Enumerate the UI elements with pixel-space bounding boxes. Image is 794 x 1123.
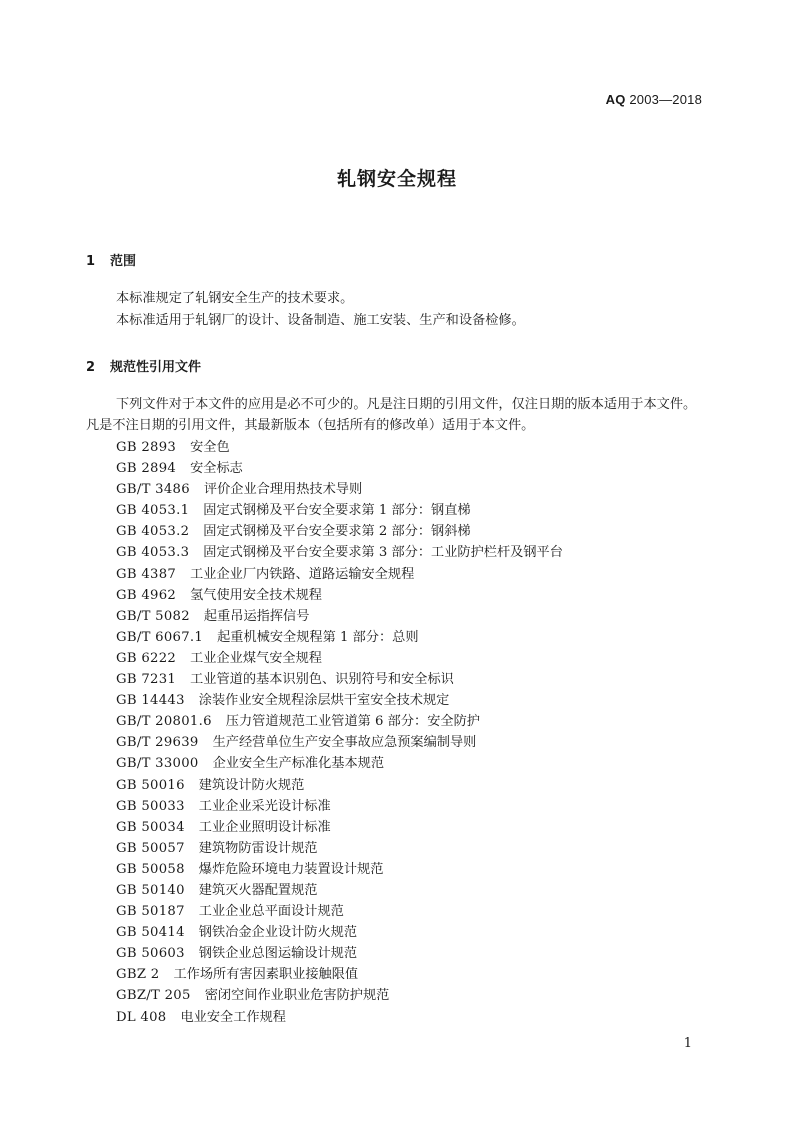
reference-title: 钢铁冶金企业设计防火规范 bbox=[198, 925, 358, 941]
reference-title: 建筑灭火器配置规范 bbox=[198, 882, 318, 898]
reference-item bbox=[116, 796, 563, 817]
section-heading-normative-references bbox=[86, 356, 201, 375]
reference-title: 安全标志 bbox=[190, 461, 243, 477]
reference-item bbox=[116, 732, 563, 753]
section-title: 范围 bbox=[110, 254, 137, 269]
reference-title: 起重机械安全规程第 1 部分：总则 bbox=[217, 629, 419, 645]
reference-title: 评价企业合理用热技术导则 bbox=[203, 482, 363, 498]
reference-code: DL 408 bbox=[116, 1009, 167, 1025]
reference-item bbox=[116, 985, 563, 1006]
reference-code: GBZ/T 205 bbox=[116, 988, 191, 1004]
reference-code: GB 4053.2 bbox=[116, 524, 190, 540]
standard-code bbox=[606, 92, 702, 107]
reference-code: GB 50140 bbox=[116, 882, 185, 898]
reference-item bbox=[116, 1007, 563, 1028]
reference-title: 涂装作业安全规程涂层烘干室安全技术规定 bbox=[198, 693, 450, 709]
reference-title: 固定式钢梯及平台安全要求第 3 部分：工业防护栏杆及钢平台 bbox=[203, 545, 563, 561]
reference-item bbox=[116, 542, 563, 563]
reference-title: 氢气使用安全技术规程 bbox=[190, 587, 322, 603]
reference-item bbox=[116, 838, 563, 859]
reference-item bbox=[116, 775, 563, 796]
scope-paragraph-1: 本标准规定了轧钢安全生产的技术要求。 bbox=[116, 291, 354, 306]
reference-item bbox=[116, 817, 563, 838]
reference-code: GB 50603 bbox=[116, 946, 185, 962]
reference-item bbox=[116, 585, 563, 606]
reference-title: 爆炸危险环境电力装置设计规范 bbox=[198, 861, 384, 877]
section-heading-scope bbox=[86, 250, 136, 269]
reference-code: GB/T 33000 bbox=[116, 756, 199, 772]
reference-code: GB 50033 bbox=[116, 798, 185, 814]
reference-title: 工业企业煤气安全规程 bbox=[190, 650, 322, 666]
reference-code: GB/T 3486 bbox=[116, 482, 190, 498]
reference-code: GB 6222 bbox=[116, 650, 177, 666]
reference-item bbox=[116, 479, 563, 500]
reference-code: GB 50034 bbox=[116, 819, 185, 835]
reference-code: GB 4053.3 bbox=[116, 545, 190, 561]
reference-title: 建筑物防雷设计规范 bbox=[198, 840, 318, 856]
reference-item bbox=[116, 627, 563, 648]
reference-code: GB 50058 bbox=[116, 861, 185, 877]
reference-title: 建筑设计防火规范 bbox=[198, 777, 305, 793]
page-number: 1 bbox=[683, 1036, 692, 1051]
reference-item bbox=[116, 500, 563, 521]
reference-title: 固定式钢梯及平台安全要求第 1 部分：钢直梯 bbox=[203, 503, 471, 519]
reference-title: 压力管道规范工业管道第 6 部分：安全防护 bbox=[225, 714, 480, 730]
reference-title: 工作场所有害因素职业接触限值 bbox=[173, 967, 359, 983]
scope-paragraph-2: 本标准适用于轧钢厂的设计、设备制造、施工安装、生产和设备检修。 bbox=[116, 313, 525, 328]
reference-title: 工业企业照明设计标准 bbox=[198, 819, 331, 835]
reference-item bbox=[116, 859, 563, 880]
reference-title: 密闭空间作业职业危害防护规范 bbox=[204, 988, 390, 1004]
reference-code: GB 2894 bbox=[116, 461, 177, 477]
reference-item bbox=[116, 564, 563, 585]
reference-item bbox=[116, 458, 563, 479]
reference-title: 工业管道的基本识别色、识别符号和安全标识 bbox=[190, 672, 454, 688]
reference-title: 钢铁企业总图运输设计规范 bbox=[198, 946, 358, 962]
reference-title: 安全色 bbox=[190, 440, 230, 455]
reference-item bbox=[116, 753, 563, 774]
reference-code: GB 4053.1 bbox=[116, 503, 190, 519]
reference-code: GB 50187 bbox=[116, 904, 185, 920]
reference-code: GB/T 20801.6 bbox=[116, 714, 212, 730]
reference-title: 工业企业厂内铁路、道路运输安全规程 bbox=[190, 566, 415, 582]
reference-item bbox=[116, 690, 563, 711]
reference-title: 工业企业总平面设计规范 bbox=[198, 904, 344, 920]
reference-title: 生产经营单位生产安全事故应急预案编制导则 bbox=[212, 735, 477, 751]
reference-code: GB 7231 bbox=[116, 672, 177, 688]
reference-item bbox=[116, 943, 563, 964]
reference-code: GB 50016 bbox=[116, 777, 185, 793]
reference-code: GB 14443 bbox=[116, 693, 185, 709]
reference-item bbox=[116, 901, 563, 922]
reference-item bbox=[116, 880, 563, 901]
reference-code: GB/T 6067.1 bbox=[116, 629, 204, 645]
standard-number: 2003—2018 bbox=[629, 92, 702, 107]
reference-code: GB 50057 bbox=[116, 840, 185, 856]
reference-item bbox=[116, 964, 563, 985]
reference-code: GB 50414 bbox=[116, 925, 185, 941]
reference-list bbox=[116, 437, 563, 1028]
reference-code: GB 2893 bbox=[116, 440, 177, 455]
standard-prefix: AQ bbox=[605, 92, 626, 107]
section-number: 1 bbox=[86, 254, 96, 269]
reference-code: GB 4962 bbox=[116, 587, 177, 603]
reference-code: GB 4387 bbox=[116, 566, 177, 582]
section-title: 规范性引用文件 bbox=[110, 360, 202, 375]
reference-item bbox=[116, 606, 563, 627]
reference-item bbox=[116, 922, 563, 943]
reference-item bbox=[116, 648, 563, 669]
reference-title: 电业安全工作规程 bbox=[180, 1009, 286, 1025]
reference-item bbox=[116, 669, 563, 690]
reference-code: GBZ 2 bbox=[116, 967, 160, 983]
reference-title: 工业企业采光设计标准 bbox=[198, 798, 331, 814]
reference-item bbox=[116, 711, 563, 732]
reference-title: 起重吊运指挥信号 bbox=[203, 608, 310, 624]
references-intro-paragraph: 下列文件对于本文件的应用是必不可少的。凡是注日期的引用文件，仅注日期的版本适用于本文件。凡是不注日期的引用文件，其最新版本（包括所有的修改单）适用于本文件。 bbox=[86, 397, 697, 433]
reference-title: 固定式钢梯及平台安全要求第 2 部分：钢斜梯 bbox=[203, 524, 471, 540]
reference-item bbox=[116, 437, 563, 458]
reference-code: GB/T 5082 bbox=[116, 608, 190, 624]
reference-item bbox=[116, 521, 563, 542]
reference-title: 企业安全生产标准化基本规范 bbox=[212, 756, 385, 772]
reference-code: GB/T 29639 bbox=[116, 735, 199, 751]
document-title: 轧钢安全规程 bbox=[336, 168, 457, 190]
section-number: 2 bbox=[86, 360, 96, 375]
